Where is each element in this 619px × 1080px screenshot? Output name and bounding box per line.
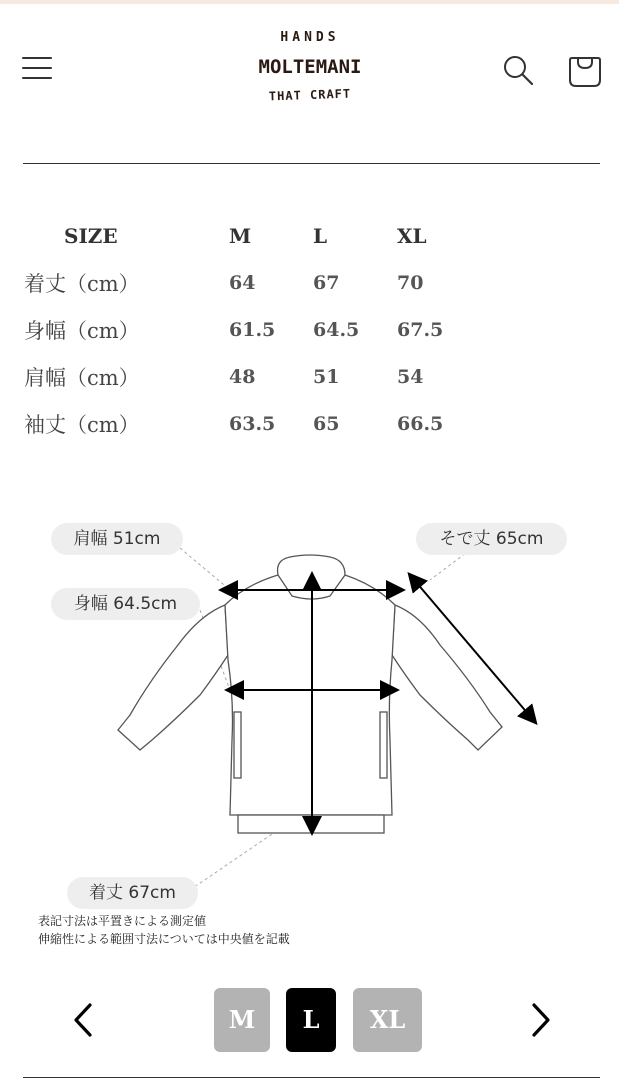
- table-cell: 65: [313, 412, 340, 435]
- shopping-bag-icon: [566, 50, 604, 90]
- size-option-l[interactable]: L: [286, 988, 336, 1052]
- search-button[interactable]: [500, 52, 536, 88]
- size-table-header-row: [24, 212, 481, 259]
- logo-top-text: HANDS: [280, 30, 340, 45]
- chevron-right-icon: [520, 995, 560, 1045]
- table-cell: 70: [397, 271, 424, 294]
- table-cell: 64: [229, 271, 256, 294]
- row-label: 身幅（cm）: [24, 318, 140, 343]
- measurement-note: 伸縮性による範囲寸法については中央値を記載: [38, 932, 290, 946]
- size-option-xl[interactable]: XL: [353, 988, 422, 1052]
- table-cell: 48: [229, 365, 256, 388]
- chevron-left-icon: [64, 995, 104, 1045]
- logo-bottom-text: THAT CRAFT: [268, 86, 352, 104]
- size-table-header: M: [229, 223, 252, 248]
- hamburger-menu-icon: [22, 57, 52, 59]
- brand-logo[interactable]: [240, 26, 380, 116]
- size-table-header: SIZE: [64, 223, 118, 248]
- jacket-diagram: [0, 500, 619, 920]
- shoulder-width-label: 肩幅 51cm: [51, 523, 183, 555]
- row-label: 袖丈（cm）: [24, 412, 140, 437]
- row-label: 肩幅（cm）: [24, 365, 140, 390]
- table-cell: 63.5: [229, 412, 276, 435]
- size-table: [24, 212, 481, 447]
- footer-divider: [23, 1077, 600, 1078]
- previous-button[interactable]: [64, 995, 104, 1045]
- measurement-note: 表記寸法は平置きによる測定値: [38, 914, 207, 928]
- search-icon: [500, 52, 536, 88]
- logo-brand-text: MOLTEMANI: [258, 56, 362, 78]
- table-row: [24, 259, 481, 306]
- sleeve-length-label: そで丈 65cm: [416, 523, 567, 555]
- hamburger-menu-icon-line: [22, 67, 52, 69]
- site-header: [0, 4, 619, 134]
- header-divider: [23, 163, 600, 164]
- table-row: [24, 306, 481, 353]
- table-cell: 51: [313, 365, 340, 388]
- table-cell: 54: [397, 365, 424, 388]
- table-row: [24, 353, 481, 400]
- table-cell: 67: [313, 271, 340, 294]
- body-width-label: 身幅 64.5cm: [51, 588, 200, 620]
- table-row: [24, 400, 481, 447]
- table-cell: 67.5: [397, 318, 444, 341]
- total-length-label: 着丈 67cm: [67, 877, 198, 909]
- hamburger-menu-icon-line: [22, 77, 52, 79]
- menu-button[interactable]: [22, 54, 54, 82]
- next-button[interactable]: [520, 995, 560, 1045]
- size-option-m[interactable]: M: [214, 988, 270, 1052]
- table-cell: 66.5: [397, 412, 444, 435]
- size-table-header: XL: [397, 223, 427, 248]
- row-label: 着丈（cm）: [24, 271, 140, 296]
- table-cell: 61.5: [229, 318, 276, 341]
- size-table-header: L: [313, 223, 328, 248]
- cart-button[interactable]: [566, 50, 604, 90]
- table-cell: 64.5: [313, 318, 360, 341]
